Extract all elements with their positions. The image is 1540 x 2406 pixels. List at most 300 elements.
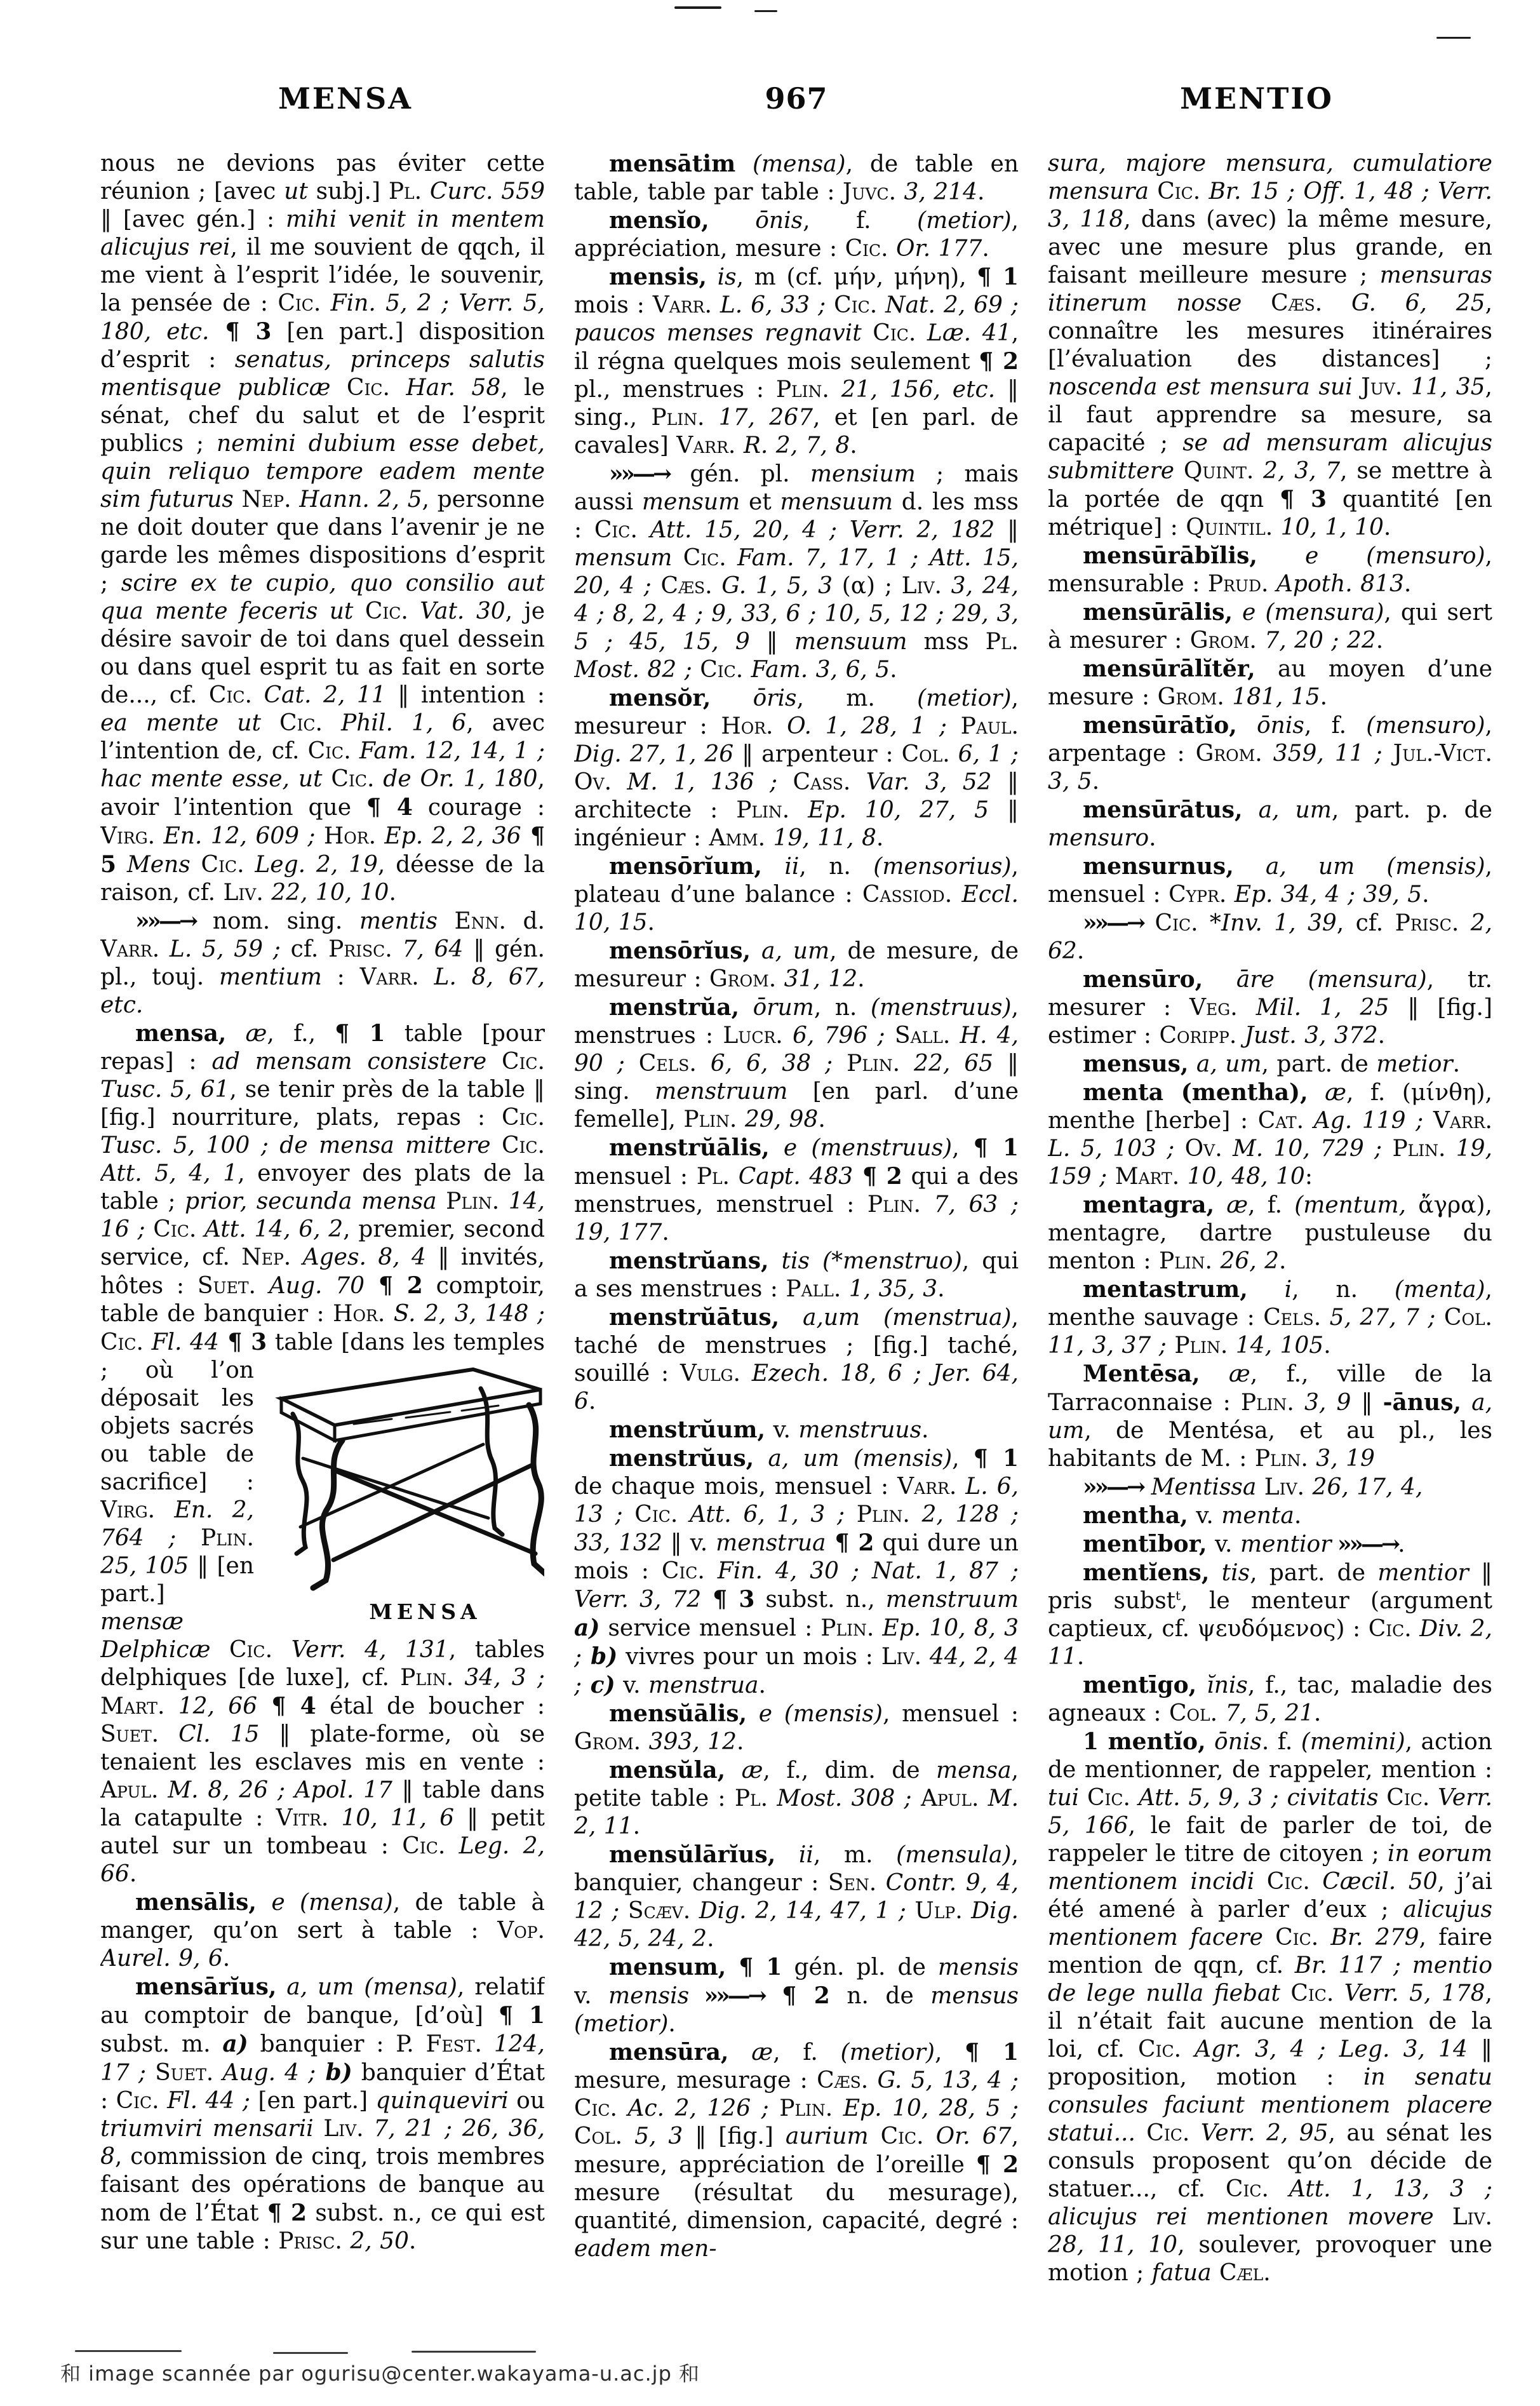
headword: mensus, [1083,1051,1189,1077]
plain-text: . [1320,684,1328,710]
plain-text: , je désire savoir de toi dans quel dessein ou dans quel esprit tu as fait en sorte de..., cf. [100,598,545,708]
italic-text: e (menstruus) [769,1135,953,1161]
italic-text: Br. 279 [1318,1925,1419,1951]
author-abbrev: Cic. [845,236,888,262]
author-abbrev: Ulp. [906,1898,963,1924]
author-abbrev: Plin. [1158,1248,1212,1274]
plain-text: . [1076,938,1085,964]
scan-artifact [412,2351,536,2353]
author-abbrev: Lucr. [723,1023,783,1049]
italic-text: e (mensa) [256,1890,393,1916]
italic-text: alicujus mentionem facere [1048,1897,1492,1951]
entry-paragraph [1048,711,1492,796]
italic-text: mensuro [1048,825,1149,851]
plain-text: v. [574,1983,608,2009]
italic-text: e (mensuro) [1257,543,1485,569]
italic-text: Mil. 1, 25 [1237,995,1389,1021]
plain-text: , petite table : [574,1757,1019,1811]
plain-text: ‖ [fig.] [683,2123,786,2149]
italic-text: Ep. 10, 27, 5 [789,797,989,823]
mensa-figure [271,1362,545,1626]
author-abbrev: Pl. [388,178,422,205]
plain-text: , menstrues : [574,995,1019,1049]
plain-text: mesure (résultat du mesurage), quantité, dimension, capacité, degré : [574,2180,1019,2234]
headword: mentagra, [1083,1192,1215,1218]
plain-text: d. les mss : [574,489,1019,543]
author-abbrev: Cic. [1378,1785,1430,1811]
author-abbrev: Cic. [661,1558,705,1584]
italic-text: Aurel. 9, 6 [100,1946,223,1972]
italic-text: 3, 24, 4 ; 8, 2, 4 ; 9, 33, 6 ; 10, 5, 12 ; 29, 3, 5 ; 45, 15, 9 [574,573,1019,655]
plain-text: nous ne devions pas éviter cette réunion ; [avec [100,151,545,205]
plain-text: . [876,825,884,851]
plain-text: . [1294,1503,1302,1529]
headword: mentīgo, [1083,1672,1197,1698]
italic-text: Dig. 27, 1, 26 [574,741,734,767]
plain-text: , dans (avec) la même mesure, avec une mesure plus grande, en faisant meilleure mesure ; [1048,206,1492,288]
plain-text: de chaque mois, mensuel : [574,1474,898,1500]
plain-text: . [937,1276,945,1302]
italic-text: L. 5, 103 ; [1048,1136,1175,1162]
author-abbrev: Plin. [1166,1333,1228,1359]
italic-text: hac mente esse, ut [100,766,323,792]
italic-text: ōnis [1236,713,1304,739]
author-abbrev: Pl. [734,1785,768,1811]
plain-text: . [758,1672,766,1698]
headword: ¶ 1 [977,264,1019,290]
author-abbrev: Virg. [100,823,156,849]
scan-artifact [273,2352,348,2354]
author-abbrev: Cat. [1257,1108,1304,1134]
italic-text: 12, 66 [164,1693,258,1719]
plain-text: et [740,489,780,515]
author-abbrev: Paul. [947,713,1019,739]
plain-text: . [1403,571,1412,597]
author-abbrev: Cic. [1254,1869,1310,1895]
plain-text: . [222,1946,231,1972]
page-number: 967 [765,81,828,116]
plain-text: . [647,910,655,936]
italic-text: is [706,264,737,290]
author-abbrev: Nep. [233,487,291,513]
italic-text: (memini) [1301,1729,1405,1755]
author-abbrev: Cic. [330,375,390,401]
plain-text: [dans les temples ; où l’on déposait les objets sacrés ou table de sacrifice] : [100,1329,545,1495]
italic-text: senatus, princeps salutis mentisque publicæ [100,347,545,401]
author-abbrev: Plin. [775,377,829,403]
plain-text: subst. n., [754,1587,886,1613]
italic-text: 5, 3 [622,2123,683,2149]
italic-text: Ep. 10, 8, 3 ; [574,1615,1019,1670]
author-abbrev: Cæs. [1242,290,1323,316]
author-abbrev: Cæl. [1211,2260,1271,2286]
plain-text: , tr. mesurer : [1048,967,1492,1021]
italic-text: 28, 11, 10 [1048,2232,1178,2258]
author-abbrev: Plin. [867,1192,921,1218]
headword: mensūrālis, [1083,599,1233,626]
plain-text: qui dure un mois : [574,1530,1019,1584]
author-abbrev: Pall. [786,1276,841,1302]
italic-text: ii [761,854,800,880]
italic-text: ad mensam consistere [211,1049,487,1075]
italic-text: nemini dubium esse debet, quin reliquo tempore eadem mente sim futurus [100,431,545,513]
plain-text: . [1076,1644,1085,1670]
plain-text: , f., ville de la Tarraconnaise : [1048,1361,1492,1416]
plain-text: , soulever, provoquer une motion ; [1048,2232,1492,2286]
plain-text: : [1304,1164,1313,1190]
entry-paragraph [574,2038,1019,2263]
italic-text: O. 1, 28, 1 ; [773,713,947,739]
plain-text: . [668,2011,676,2037]
headword: mensĭo, [609,207,709,234]
author-abbrev: Hor. [333,1301,385,1327]
plain-text: . f. [1261,1729,1301,1755]
italic-text: 6, 796 ; [782,1023,885,1049]
author-abbrev: Cic. [490,1132,545,1159]
italic-text: 3, 19 [1308,1446,1375,1472]
plain-text: n. de [829,1983,931,2009]
italic-text: Ages. 8, 4 [291,1244,426,1270]
plain-text: , part. de [1261,1051,1377,1077]
italic-text: Verr. 4, 131 [272,1637,449,1663]
author-abbrev: Cic. [672,545,726,571]
italic-text: Verr. 5, 166 [1048,1785,1492,1839]
author-abbrev: Vop. [497,1918,545,1944]
italic-text: Or. 177 [888,236,982,262]
author-abbrev: Cic. [208,682,252,708]
plain-text: , mensuel : [882,1701,1019,1727]
headword: mensŭlārĭus, [609,1841,776,1868]
author-abbrev: Cic. [353,598,408,624]
column-2 [574,150,1019,2344]
italic-text: 6, 6, 38 ; [696,1051,833,1077]
plain-text: . [921,1417,929,1443]
headword: ¶ 2 [975,2151,1019,2178]
plain-text: . [982,236,989,262]
plain-text: , menthe sauvage : [1048,1277,1492,1331]
plain-text: . [588,1388,596,1415]
headword: menstrŭus, [609,1445,754,1472]
author-abbrev: Pl. [696,1164,730,1190]
plain-text: v. [1188,1503,1222,1529]
italic-text: noscenda est mensura sui [1048,374,1353,400]
italic-text: a, um (mensa) [276,1974,457,2000]
entry-paragraph [1048,1502,1492,1530]
plain-text: , part. de [1250,1560,1378,1586]
italic-text: L. 6, 13 ; [574,1474,1019,1528]
guideword-left: MENSA [278,81,413,116]
entry-paragraph [1048,1559,1492,1671]
plain-text: , [952,1135,974,1161]
plain-text: , premier, second service, cf. [100,1216,545,1270]
author-abbrev: Cic. [1368,1616,1412,1642]
italic-text: 31, 12 [776,966,858,992]
headword: mensis, [609,264,707,290]
entry-paragraph [574,150,1019,206]
italic-text: ĭnis [1196,1672,1248,1698]
italic-text: Dig. 42, 5, 24, 2 [574,1898,1019,1952]
plain-text: , de Mentésa, et au pl., les habitants de M. : [1048,1418,1492,1472]
plain-text: qui a des menstrues, menstruel : [574,1164,1019,1218]
plain-text: . [1313,1700,1322,1726]
author-abbrev: Varr. [652,292,712,318]
author-abbrev: Cic. [260,710,323,736]
author-abbrev: Liv. [1433,2204,1492,2230]
plain-text: , m. [813,1842,897,1868]
plain-text: . [129,1861,137,1887]
plain-text: , qui a ses menstrues : [574,1248,1019,1302]
author-abbrev: Jul.-Vict. [1382,741,1492,767]
plain-text: . [1398,1531,1405,1557]
author-abbrev: Cæs. [651,573,713,599]
italic-text: æ [1214,1192,1249,1218]
author-abbrev: Cic. [402,1833,446,1859]
italic-text: Contr. 9, 4, 12 ; [574,1870,1019,1924]
plain-text: [en part.] disposition d’esprit : [100,319,545,373]
plain-text: , action de mentionner, de rappeler, mention : [1048,1729,1492,1783]
italic-text: M. 8, 26 ; Apol. 17 [158,1777,392,1803]
plain-text: , [952,1446,974,1472]
italic-text: Cæcil. 50 [1309,1869,1438,1895]
entry-paragraph [574,206,1019,263]
plain-text: . [818,1106,826,1132]
italic-text: 19, 159 ; [1048,1136,1492,1190]
italic-text: L. 6, 33 ; [711,292,826,318]
author-abbrev: Plin. [683,1106,737,1132]
headword: ¶ 3 [701,1586,755,1613]
entry-paragraph [1048,1360,1492,1473]
author-abbrev: Plin. [651,405,705,431]
italic-text: alicujus rei mentionen movere [1048,2204,1434,2230]
italic-text: Capt. 483 [730,1164,854,1190]
plain-text: . [662,1220,669,1246]
plain-text: mois : [574,292,653,318]
italic-text: ōris [711,685,797,711]
italic-text: Phil. 1, 6 [322,710,467,736]
author-abbrev: Juv. [1352,374,1403,400]
headword: ¶ 1 [973,1134,1019,1161]
plain-text: ‖ intention : [385,682,545,708]
entry-paragraph [100,1973,545,2255]
italic-text: Br. 15 ; Off. 1, 48 ; Verr. 3, 118 [1048,178,1492,232]
plain-text: , avec l’intention de, cf. [100,710,545,764]
plain-text: subst. m. [100,2031,223,2057]
author-abbrev: Grom. [1189,628,1257,654]
italic-text: scire ex te cupio, quo consilio aut qua mente feceris ut [100,570,545,624]
italic-text: Curc. 559 [422,178,545,205]
plain-text: , commission de cinq, trois membres faisant des opérations de banque au nom de l’État [100,2144,545,2226]
plain-text: , le fait de parler de toi, de rappeler le titre de citoyen ; [1048,1813,1492,1867]
plain-text: ‖ [749,629,794,655]
author-abbrev: Cic. [210,1637,273,1663]
author-abbrev: Col. [901,741,950,767]
author-abbrev: Juvc. [842,179,897,205]
italic-text: 2, 3, 7 [1254,458,1341,484]
italic-text: in senatu consules faciunt mentionem placere statui... [1048,2064,1492,2146]
list-letter: b) [582,1643,618,1670]
headword: mensūro, [1083,966,1203,993]
italic-text: ea mente ut [100,710,261,736]
italic-text: de Or. 1, 180 [374,766,538,792]
italic-text: Mens [116,852,191,878]
entry-paragraph [100,1888,545,1973]
plain-text: , il n’était fait aucune mention de la loi, cf. [1048,1980,1492,2062]
entry-paragraph [1048,1050,1492,1079]
entry-paragraph [574,684,1019,852]
list-letter: c) [582,1672,615,1698]
italic-text: mensa [935,1757,1012,1784]
author-abbrev: Virg. [100,1497,156,1523]
author-abbrev: Prisc. [328,936,392,962]
author-abbrev: Prud. [1207,571,1269,597]
plain-text: ‖ invités, hôtes : [100,1244,545,1299]
plain-text: service mensuel : [599,1615,821,1641]
italic-text: Dig. 2, 14, 47, 1 ; [690,1898,906,1924]
italic-text: mensium [810,461,916,487]
italic-text: 10, 48, 10 [1179,1164,1305,1190]
list-letter: b) [316,2059,352,2086]
author-abbrev: Sall. [885,1023,951,1049]
italic-text: ōnis [1205,1729,1262,1755]
italic-text: mensis [937,1954,1019,1980]
italic-text: Fam. 3, 6, 5 [743,657,890,683]
column-3 [1048,150,1492,2344]
plain-text: , de table à manger, qu’on sert à table : [100,1890,545,1944]
entry-paragraph [1048,1728,1492,2287]
guideword-right: MENTIO [1180,81,1334,116]
italic-text: (mensorius) [873,854,1012,880]
plain-text: table [pour repas] : [100,1021,545,1075]
italic-text: sura, majore mensura, cumulatiore mensura [1048,151,1492,205]
italic-text: 11, 35 [1402,374,1485,400]
italic-text: (metior) [840,2040,935,2066]
headword: menstrŭātus, [609,1304,780,1331]
author-abbrev: Liv. [313,2116,364,2142]
plain-text: . [857,966,865,992]
headword: mensārĭus, [135,1973,277,2000]
author-abbrev: Cic. [1079,1785,1131,1811]
plain-text: . [1149,825,1156,851]
italic-text: 124, 17 ; [100,2031,545,2086]
author-abbrev: Ov. [574,769,612,795]
italic-text: triumviri mensarii [100,2116,314,2142]
italic-text: ii [775,1842,814,1868]
plain-text: . [890,657,897,683]
author-abbrev: Cæs. [817,2067,869,2093]
author-abbrev: Plin. [820,1615,874,1641]
plain-text: (α) ; [832,573,902,599]
headword: mentībor, [1083,1531,1207,1557]
plain-text: , part. p. de [1331,797,1492,823]
plain-text: ἄγρα) [1406,1192,1485,1218]
italic-text: G. 5, 13, 4 ; [868,2067,1019,2093]
author-abbrev: Cic. [145,1216,197,1242]
scan-artifact [75,2350,182,2352]
list-letter: a) [222,2031,248,2057]
italic-text: En. 2, 764 ; [100,1497,254,1551]
headword: ¶ 2 [979,348,1019,375]
italic-text: mentior [1240,1531,1332,1557]
plain-text: , se mettre à la portée de qqn [1048,458,1492,513]
italic-text: tui [1048,1785,1080,1811]
italic-text: æ [725,1757,763,1784]
italic-text: Har. 58 [389,375,501,401]
author-abbrev: Scæv. [619,1898,691,1924]
italic-text: Hann. 2, 5 [291,487,422,513]
italic-text: æ [728,2040,773,2066]
italic-text: Att. 5, 9, 3 ; [1130,1785,1279,1811]
italic-text: 11, 3, 37 ; [1048,1333,1167,1359]
author-abbrev: Liv. [223,880,264,906]
italic-text: Or. 67 [923,2123,1012,2149]
entry-paragraph [574,1444,1019,1700]
plain-text: gén. pl. [669,461,810,487]
headword: Mentēsa, [1083,1361,1200,1387]
headword: mensūrālĭtĕr, [1083,655,1255,682]
italic-text: L. 8, 67, etc. [100,964,545,1018]
author-abbrev: Cic. [594,517,638,543]
italic-text: Fam. 12, 14, 1 ; [351,738,545,764]
italic-text: (mensa) [735,151,846,177]
plain-text: , au sénat les consuls proposent qu’on décide de statuer..., cf. [1048,2120,1492,2202]
author-abbrev: Cels. [624,1051,697,1077]
italic-text: aurium [785,2123,869,2149]
italic-text: 7, 20 ; 22 [1256,628,1376,654]
plain-text: , f. (μίνθη), menthe [herbe] : [1048,1080,1492,1134]
italic-text: 359, 11 ; [1262,741,1383,767]
author-abbrev: Cic. [190,852,244,878]
author-abbrev: Sen. [827,1870,877,1896]
entry-paragraph [574,1303,1019,1416]
italic-text: æ [226,1021,267,1047]
entry-paragraph [1048,1275,1492,1360]
italic-text: (menstruus) [870,995,1012,1021]
author-abbrev: P. Fest. [396,2031,482,2057]
italic-text: 14, 16 ; [100,1188,545,1242]
italic-text: 2, 50 [342,2228,409,2254]
entry-paragraph [574,993,1019,1134]
plain-text: , appréciation, mesure : [574,208,1019,262]
author-abbrev: Enn. [437,908,506,934]
italic-text: mensuum [794,629,907,655]
plain-text: , n. [814,995,871,1021]
plain-text: , avoir l’intention que [100,766,545,821]
plain-text: , n. [799,854,874,880]
italic-text: a,um (menstrua) [779,1305,1012,1331]
italic-text: de mensa mittere [268,1132,491,1159]
plain-text: , personne ne doit douter que dans l’avenir je ne garde les mêmes dispositions d’esprit ; [100,487,545,596]
plain-text: ‖ gén. pl., touj. [100,936,545,990]
italic-text: menta [1221,1503,1294,1529]
entry-paragraph [1048,1671,1492,1728]
plain-text: ‖ arpenteur : [733,741,902,767]
italic-text: 14, 105 [1228,1333,1324,1359]
author-abbrev: Cic. [622,1502,678,1528]
plain-text: . [389,880,396,906]
headword: menstrŭālis, [609,1134,770,1161]
plain-text: . [1376,628,1384,654]
headword: ¶ 3 [218,1329,267,1355]
italic-text: L. 5, 59 ; [159,936,281,962]
italic-text: (menta) [1394,1277,1485,1303]
plain-text: , [934,2040,965,2066]
author-abbrev: Grom. [574,1729,641,1755]
plain-text: , mesureur : [574,685,1019,739]
author-abbrev: Plin. [1254,1446,1308,1472]
italic-text: Eccl. 10, 15 [574,882,1019,936]
plain-text: , mensuel : [1048,854,1492,908]
italic-text: Att. 15, 20, 4 ; Verr. 2, 182 [637,517,995,543]
